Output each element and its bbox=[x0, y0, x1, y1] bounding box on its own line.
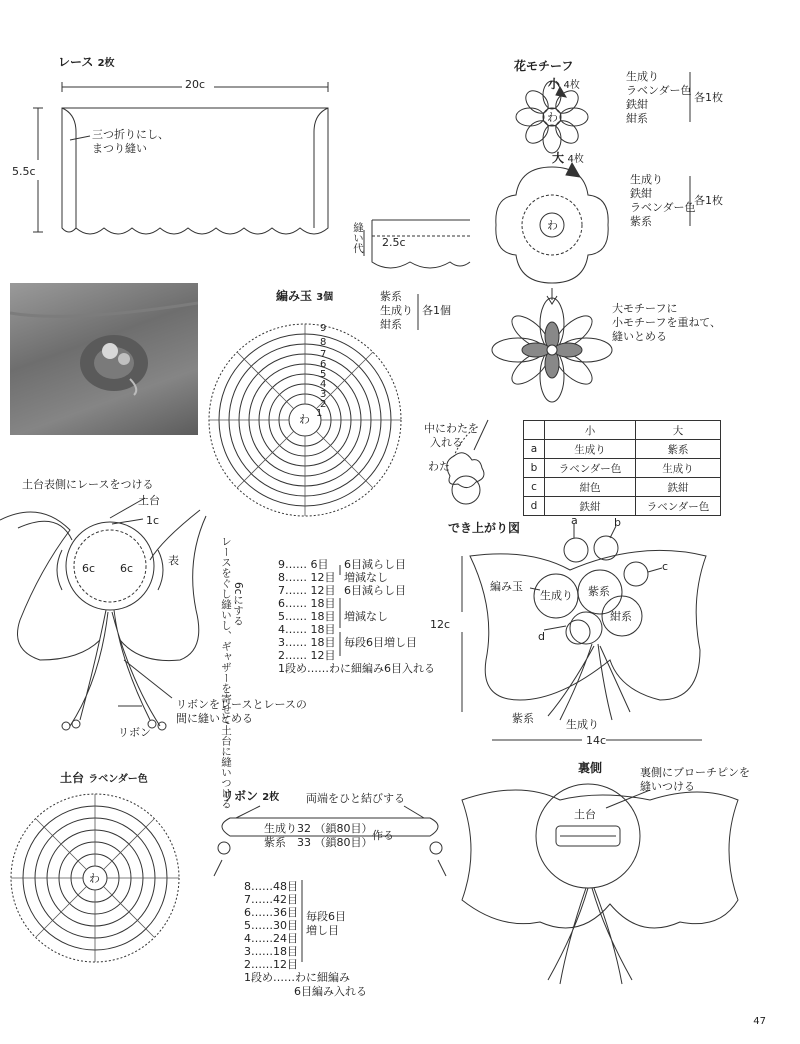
ball-ring-9: 9 bbox=[320, 323, 327, 334]
table-cell: d bbox=[524, 497, 545, 516]
ball-ring-8: 8 bbox=[320, 337, 327, 348]
ball-ring-7: 7 bbox=[320, 349, 327, 360]
finished-ribbon-right: 生成り bbox=[566, 718, 599, 731]
large-flower-center: わ bbox=[547, 219, 558, 232]
base-lace-front: 表 bbox=[168, 554, 179, 567]
small-color-1: ラベンダー色 bbox=[626, 84, 692, 97]
base-row-4: 4……24目 bbox=[244, 932, 298, 945]
small-flower-center: わ bbox=[547, 111, 558, 124]
large-color-2: ラベンダー色 bbox=[630, 201, 696, 214]
ball-row-9-note: 6目減らし目 bbox=[344, 558, 406, 571]
back-pin-note-2: 縫いつける bbox=[640, 780, 695, 793]
stack-note-3: 縫いとめる bbox=[612, 330, 667, 343]
finished-ball-2: 紺系 bbox=[610, 610, 632, 623]
table-cell: ラベンダー色 bbox=[636, 497, 721, 516]
ball-row-4: 4…… 18目 bbox=[278, 623, 336, 636]
lace-width-label: 20c bbox=[185, 78, 206, 91]
small-color-2: 鉄紺 bbox=[626, 98, 648, 111]
large-flower-label: 大 4枚 bbox=[552, 151, 584, 165]
ball-ring-4: 4 bbox=[320, 379, 327, 390]
ribbon-make: 作る bbox=[372, 829, 394, 842]
table-cell: 生成り bbox=[636, 459, 721, 478]
ball-ring-1: 1 bbox=[316, 408, 323, 419]
ball-count: 3個 bbox=[316, 292, 334, 303]
ball-row-7: 7…… 12目 bbox=[278, 584, 336, 597]
ribbon-strands bbox=[70, 610, 160, 726]
stack-note-1: 大モチーフに bbox=[612, 302, 678, 315]
ball-ring-3: 3 bbox=[320, 389, 327, 400]
base-lace-ribbon-note-2: 間に縫いとめる bbox=[176, 712, 253, 725]
color-table-header-large: 大 bbox=[636, 421, 721, 440]
ball-color-2: 紺系 bbox=[380, 318, 402, 331]
ball-row-2: 2…… 12目 bbox=[278, 649, 336, 662]
stack-note-2: 小モチーフを重ねて、 bbox=[612, 316, 721, 329]
ball-row-8-note: 増減なし bbox=[344, 571, 388, 584]
ribbon-line-2: 紫系 33 （鎖80目） bbox=[264, 836, 373, 849]
base-lace-base-label: 土台 bbox=[138, 494, 160, 507]
page-number: 47 bbox=[753, 1016, 766, 1027]
finished-width: 14c bbox=[586, 734, 607, 747]
ball-row-1: 1段め……わに細編み6目入れる bbox=[278, 662, 435, 675]
ball-ring-5: 5 bbox=[320, 369, 327, 380]
table-row bbox=[524, 478, 721, 497]
lace-height-label: 5.5c bbox=[12, 165, 36, 178]
base-row-2: 2……12目 bbox=[244, 958, 298, 971]
base-lace-6c-left: 6c bbox=[82, 562, 96, 575]
back-diagram bbox=[462, 784, 738, 984]
table-cell: 生成り bbox=[545, 440, 636, 459]
color-table-header-small: 小 bbox=[545, 421, 636, 440]
finished-title: でき上がり図 bbox=[448, 521, 521, 535]
table-cell: ラベンダー色 bbox=[545, 459, 636, 478]
base-first-row-1: 1段め……わに細編み bbox=[244, 971, 350, 984]
base-row-7: 7……42目 bbox=[244, 893, 298, 906]
table-cell: 紺色 bbox=[545, 478, 636, 497]
base-color: ラベンダー色 bbox=[88, 774, 148, 785]
ball-color-1: 生成り bbox=[380, 304, 413, 317]
base-lace-6c-right: 6c bbox=[120, 562, 134, 575]
lace-seam-detail bbox=[372, 220, 470, 268]
finished-ball-0: 生成り bbox=[540, 589, 573, 602]
lace-title: レース 2枚 bbox=[58, 55, 115, 69]
ball-row-5-note: 増減なし bbox=[344, 610, 388, 623]
base-center: わ bbox=[89, 872, 100, 885]
ribbon-count: 2枚 bbox=[262, 792, 280, 803]
lace-seam-label: 縫い代 bbox=[352, 222, 364, 254]
large-color-1: 鉄紺 bbox=[630, 187, 652, 200]
base-circle bbox=[66, 522, 154, 610]
back-title: 裏側 bbox=[578, 761, 603, 775]
lace-count: 2枚 bbox=[97, 58, 115, 69]
base-row-3: 3……18目 bbox=[244, 945, 298, 958]
table-row bbox=[524, 497, 721, 516]
ball-row-9: 9…… 6目 bbox=[278, 558, 329, 571]
base-row-8: 8……48目 bbox=[244, 880, 298, 893]
base-lace-diagram bbox=[0, 498, 206, 730]
ball-ring-6: 6 bbox=[320, 359, 327, 370]
back-pin-note-1: 裏側にブローチピンを bbox=[640, 766, 750, 779]
finished-label-d: d bbox=[538, 630, 545, 643]
ball-color-0: 紫系 bbox=[380, 290, 402, 303]
table-cell: 鉄紺 bbox=[545, 497, 636, 516]
base-lace-gather-note: レースをぐし縫いし、ギャザーを寄せて土台に縫いつける bbox=[220, 536, 232, 809]
stuffing-ball bbox=[447, 453, 484, 488]
finished-ball-1: 紫系 bbox=[588, 585, 610, 598]
finished-ribbon-left: 紫系 bbox=[512, 712, 534, 725]
ball-center: わ bbox=[299, 413, 310, 426]
ribbon-line-1: 生成り32 （鎖80目） bbox=[264, 822, 373, 835]
finished-ball-label: 編み玉 bbox=[490, 580, 523, 593]
ball-title: 編み玉 3個 bbox=[276, 289, 334, 303]
base-first-row-2: 6目編み入れる bbox=[294, 985, 367, 998]
table-cell: 鉄紺 bbox=[636, 478, 721, 497]
ball-row-5: 5…… 18目 bbox=[278, 610, 336, 623]
table-cell: 紫系 bbox=[636, 440, 721, 459]
base-row-6: 6……36目 bbox=[244, 906, 298, 919]
small-each: 各1枚 bbox=[694, 91, 723, 104]
base-row-5: 5……30目 bbox=[244, 919, 298, 932]
ball-row-3: 3…… 18目 bbox=[278, 636, 336, 649]
large-color-0: 生成り bbox=[630, 173, 663, 186]
stuffing-label: わた bbox=[428, 460, 450, 473]
table-cell: b bbox=[524, 459, 545, 478]
finished-diagram bbox=[462, 524, 706, 740]
base-title: 土台 ラベンダー色 bbox=[60, 771, 148, 785]
finished-label-b: b bbox=[614, 516, 621, 529]
finished-label-a: a bbox=[571, 514, 578, 527]
table-cell: c bbox=[524, 478, 545, 497]
stuffing-note-1: 中にわたを bbox=[424, 422, 479, 435]
base-lace-title: 土台表側にレースをつける bbox=[22, 478, 154, 491]
flower-title: 花モチーフ bbox=[514, 59, 574, 73]
ball-row-6: 6…… 18目 bbox=[278, 597, 336, 610]
table-row bbox=[524, 440, 721, 459]
ball-row-3-note: 毎段6目増し目 bbox=[344, 636, 417, 649]
base-lace-ribbon-note-1: リボンをレースとレースの bbox=[176, 698, 307, 711]
brooch-photo bbox=[10, 283, 198, 435]
ball-each: 各1個 bbox=[422, 304, 451, 317]
base-inc-2: 増し目 bbox=[306, 924, 339, 937]
lace-strip bbox=[62, 108, 328, 234]
ball-row-7-note: 6目減らし目 bbox=[344, 584, 406, 597]
stuffing-pouch bbox=[452, 476, 480, 504]
small-color-3: 紺系 bbox=[626, 112, 648, 125]
color-table bbox=[523, 420, 721, 516]
base-lace-1c: 1c bbox=[146, 514, 160, 527]
table-cell: a bbox=[524, 440, 545, 459]
ribbon-title: リボン 2枚 bbox=[222, 789, 280, 803]
ball-row-8: 8…… 12目 bbox=[278, 571, 336, 584]
lace-fold-note-2: まつり縫い bbox=[92, 142, 147, 155]
lace-seam-value: 2.5c bbox=[382, 236, 406, 249]
base-lace-6c-width: 6cにする bbox=[232, 582, 244, 626]
ball-ring-2: 2 bbox=[320, 399, 327, 410]
finished-height: 12c bbox=[430, 618, 451, 631]
brooch-photo-shapes bbox=[10, 283, 198, 435]
stuffing-note-2: 入れる bbox=[430, 436, 463, 449]
large-color-3: 紫系 bbox=[630, 215, 652, 228]
finished-label-c: c bbox=[662, 560, 669, 573]
stacked-flower bbox=[492, 298, 612, 402]
color-table-header bbox=[524, 421, 721, 440]
color-table-header-blank bbox=[524, 421, 545, 440]
ribbon-tie-note: 両端をひと結びする bbox=[306, 792, 405, 805]
back-base-label: 土台 bbox=[574, 808, 596, 821]
small-color-0: 生成り bbox=[626, 70, 659, 83]
base-lace-ribbon-label: リボン bbox=[118, 726, 151, 739]
table-row bbox=[524, 459, 721, 478]
small-flower-label: 小 4枚 bbox=[548, 77, 580, 91]
large-each: 各1枚 bbox=[694, 194, 723, 207]
lace-fold-note-1: 三つ折りにし、 bbox=[92, 128, 169, 141]
base-inc-1: 毎段6目 bbox=[306, 910, 346, 923]
